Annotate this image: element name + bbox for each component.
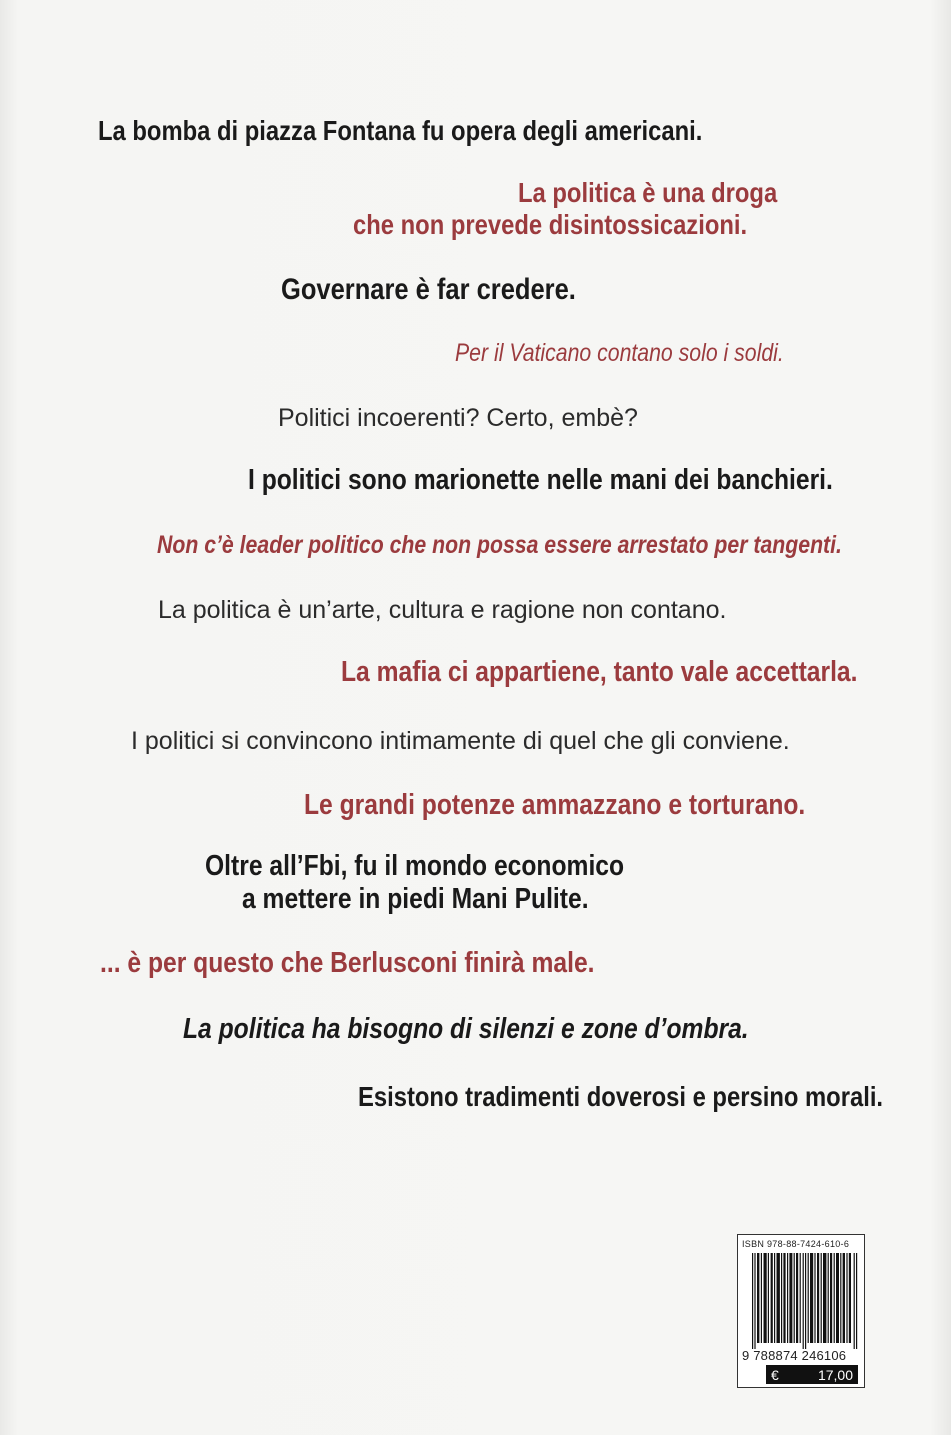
quote-politica-droga-line1: La politica è una droga bbox=[518, 177, 778, 208]
quote-fbi-line2: a mettere in piedi Mani Pulite. bbox=[242, 883, 589, 915]
quote-governare: Governare è far credere. bbox=[281, 273, 576, 306]
quote-fbi-line1: Oltre all’Fbi, fu il mondo economico bbox=[205, 850, 625, 882]
quote-politici-incoerenti: Politici incoerenti? Certo, embè? bbox=[278, 404, 638, 432]
quote-piazza-fontana: La bomba di piazza Fontana fu opera degli americani. bbox=[98, 115, 703, 146]
quote-vaticano: Per il Vaticano contano solo i soldi. bbox=[455, 339, 784, 367]
price-currency: € bbox=[771, 1366, 779, 1383]
quote-politici-convincono: I politici si convincono intimamente di quel che gli conviene. bbox=[131, 727, 790, 755]
quote-marionette: I politici sono marionette nelle mani dei banchieri. bbox=[248, 464, 833, 496]
barcode-icon bbox=[752, 1253, 858, 1349]
quote-silenzi: La politica ha bisogno di silenzi e zone d’ombra. bbox=[183, 1013, 749, 1045]
quote-grandi-potenze: Le grandi potenze ammazzano e torturano. bbox=[304, 789, 806, 821]
price-value: 17,00 bbox=[817, 1366, 853, 1383]
quote-tangenti: Non c’è leader politico che non possa essere arrestato per tangenti. bbox=[157, 531, 842, 559]
quote-politica-droga-line2: che non prevede disintossicazioni. bbox=[353, 209, 748, 240]
barcode-block bbox=[737, 1234, 865, 1388]
quote-mafia: La mafia ci appartiene, tanto vale accettarla. bbox=[341, 656, 858, 688]
ean-digits: 9 788874 246106 bbox=[742, 1348, 847, 1363]
isbn-label: ISBN 978-88-7424-610-6 bbox=[742, 1239, 850, 1249]
quote-berlusconi: ... è per questo che Berlusconi finirà male. bbox=[100, 947, 595, 979]
price-tag bbox=[766, 1365, 858, 1384]
quote-politica-arte: La politica è un’arte, cultura e ragione non contano. bbox=[158, 596, 727, 624]
quote-tradimenti: Esistono tradimenti doverosi e persino morali. bbox=[358, 1081, 884, 1112]
